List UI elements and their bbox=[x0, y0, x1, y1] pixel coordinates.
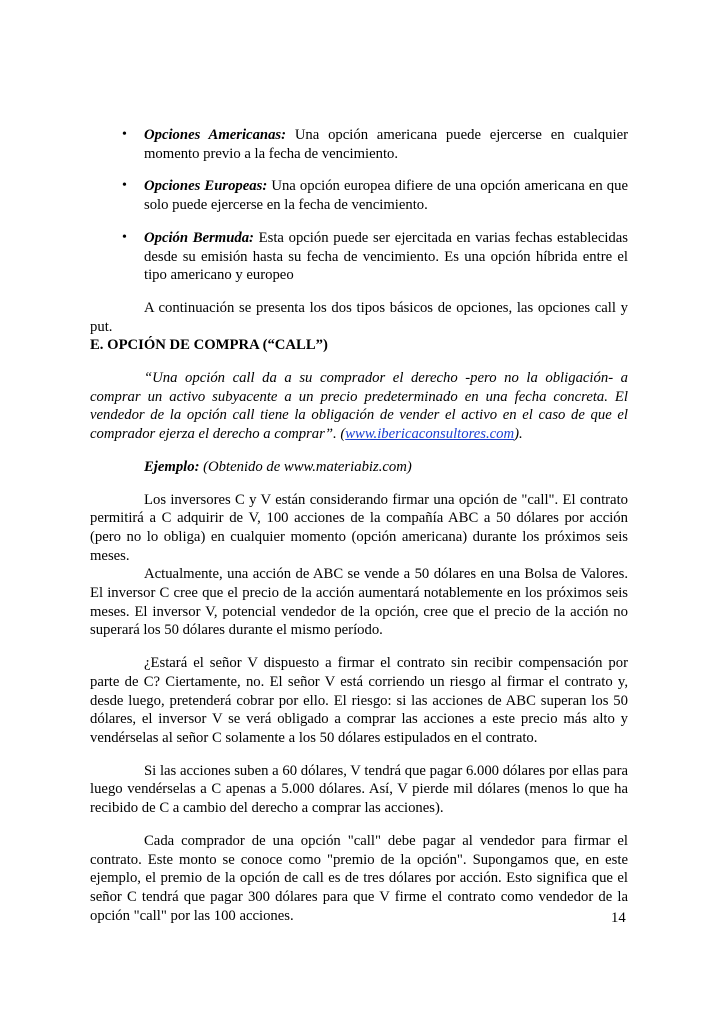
example-line bbox=[90, 458, 628, 477]
paragraph-2: Actualmente, una acción de ABC se vende a 50 dólares en una Bolsa de Valores. El inversor C cree que el precio de la acción aumentará notablemente en los próximos seis meses. El inversor V, potencial vendedor de la opción, cree que el precio de la acción no superará los 50 dólares durante el mismo período. bbox=[90, 566, 628, 639]
paragraph-1: Los inversores C y V están considerando firmar una opción de "call". El contrato permitirá a C adquirir de V, 100 acciones de la compañía ABC a 50 dólares por acción (pero no lo obliga) en cualquier momento (opción americana) durante los próximos seis meses. bbox=[90, 491, 628, 564]
paragraph-4: Si las acciones suben a 60 dólares, V tendrá que pagar 6.000 dólares por ellas para luego vendérselas a C apenas a 5.000 dólares. Así, V pierde mil dólares (menos lo que ha recibido de C a cambio del derecho a comprar las acciones). bbox=[90, 762, 628, 817]
quote-close: ). bbox=[514, 426, 523, 443]
bullet-text: Una opción americana puede ejercerse en cualquier momento previo a la fecha de vencimiento. bbox=[144, 127, 628, 162]
bullet-bermuda-option bbox=[90, 229, 628, 285]
bullet-icon: • bbox=[122, 127, 127, 142]
bullet-american-options bbox=[90, 126, 628, 163]
definition-quote bbox=[90, 369, 628, 444]
bullet-term: Opciones Europeas: bbox=[144, 178, 268, 195]
bullet-icon: • bbox=[122, 229, 127, 245]
section-heading: E. OPCIÓN DE COMPRA (“CALL”) bbox=[90, 337, 328, 354]
page-content bbox=[90, 126, 628, 925]
bullet-term: Opciones Americanas: bbox=[144, 127, 287, 143]
example-source: (Obtenido de www.materiabiz.com) bbox=[199, 458, 412, 475]
quote-text: “Una opción call da a su comprador el derecho -pero no la obligación- a comprar un activo subyacente a un precio predeterminado en una fecha concreta. El vendedor de la opción call tiene la obligación de vender el activo en el caso de que el comprador ejerza el derecho a comprar”. ( bbox=[90, 370, 628, 443]
intro-paragraph: A continuación se presenta los dos tipos básicos de opciones, las opciones call y put. bbox=[90, 299, 628, 335]
example-label: Ejemplo: bbox=[144, 458, 200, 475]
source-link[interactable]: www.ibericaconsultores.com bbox=[345, 426, 515, 443]
page-number: 14 bbox=[611, 910, 626, 926]
paragraph-3: ¿Estará el señor V dispuesto a firmar el contrato sin recibir compensación por parte de C? Ciertamente, no. El señor V está corriendo un riesgo al firmar el contrato y, desde luego, pretenderá cobrar por ello. El riesgo: si las acciones de ABC superan los 50 dólares, el inversor V se verá obligado a comprar las acciones a este precio más alto y vendérselas al señor C solamente a los 50 dólares estipulados en el contrato. bbox=[90, 655, 628, 746]
bullet-term: Opción Bermuda: bbox=[144, 229, 254, 246]
bullet-text: Una opción europea difiere de una opción americana en que solo puede ejercerse en la fecha de vencimiento. bbox=[144, 178, 628, 214]
bullet-european-options bbox=[90, 177, 628, 214]
bullet-icon: • bbox=[122, 178, 127, 194]
bullet-text: Esta opción puede ser ejercitada en varias fechas establecidas desde su emisión hasta su fecha de vencimiento. Es una opción híbrida entre el tipo americano y europeo bbox=[144, 229, 628, 284]
paragraph-5: Cada comprador de una opción "call" debe pagar al vendedor para firmar el contrato. Este monto se conoce como "premio de la opción". Supongamos que, en este ejemplo, el premio de la opción de call es de tres dólares por acción. Esto significa que el señor C tendrá que pagar 300 dólares para que V firme el contrato como vendedor de la opción "call" por las 100 acciones. bbox=[90, 832, 628, 924]
